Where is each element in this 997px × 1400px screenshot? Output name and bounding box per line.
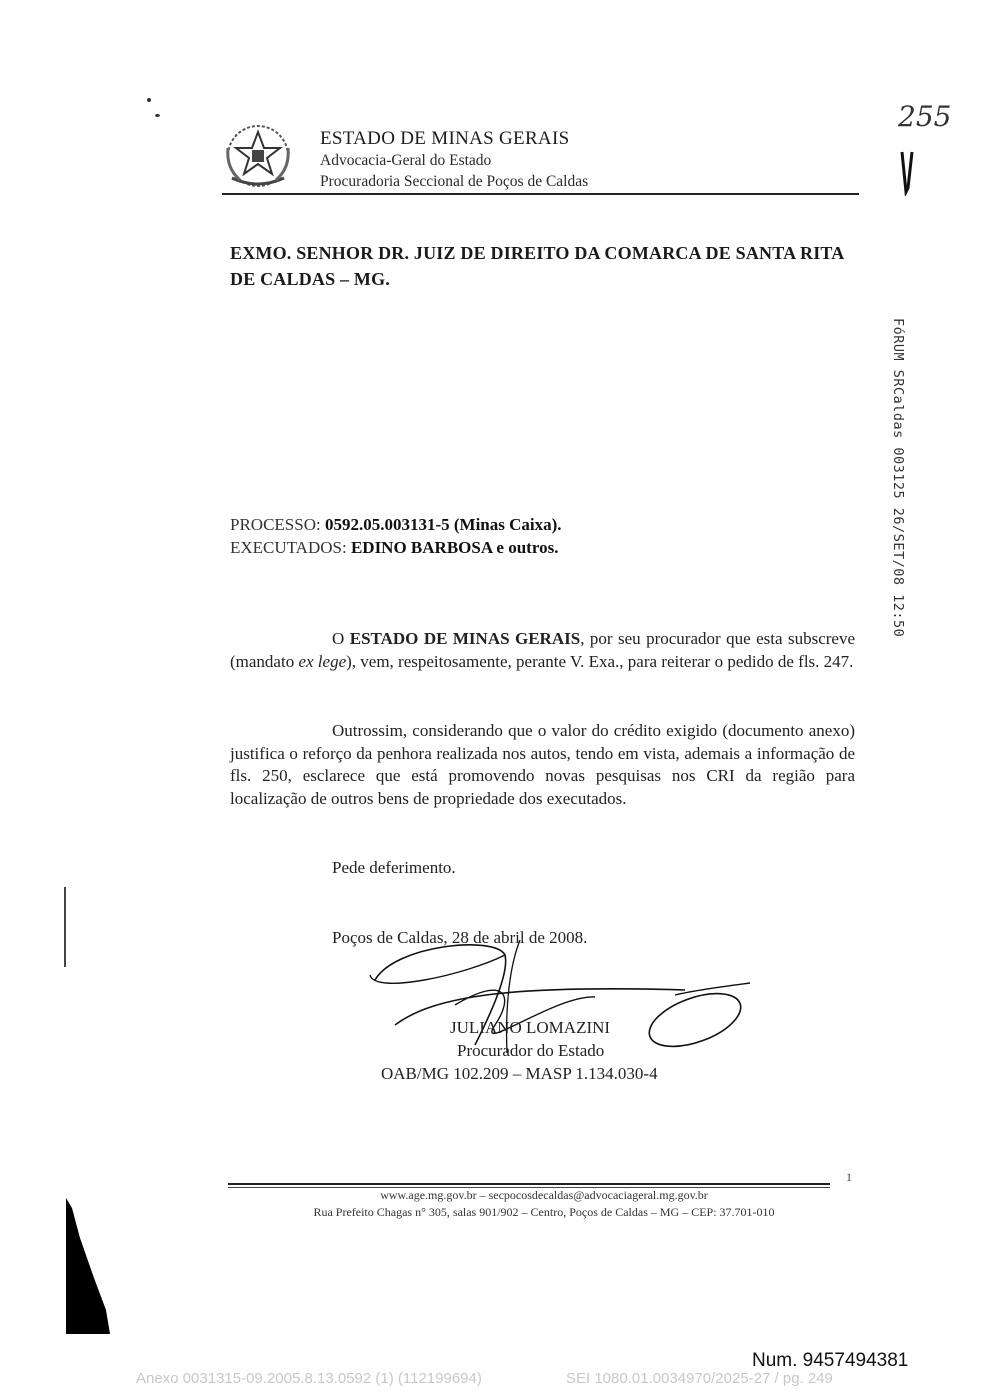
signatory-name: JULIANO LOMAZINI	[450, 1018, 611, 1037]
header-office: Procuradoria Seccional de Poços de Caldas	[320, 173, 589, 190]
handwritten-page-number: 255	[898, 100, 952, 133]
signatory-role: Procurador do Estado	[457, 1041, 605, 1060]
executed-parties: EDINO BARBOSA e outros.	[350, 538, 559, 557]
p2-text: Outrossim, considerando que o valor do crédito exigido (documento anexo) justifica o reforço da penhora realizada nos autos, tendo em vista, ademais a informação de fls. 250, esclarece que está promovendo novas pesquisas nos CRI da região para localização de outros bens de propriedade dos executados.	[230, 721, 855, 808]
signatory-registration: OAB/MG 102.209 – MASP 1.134.030-4	[381, 1064, 658, 1083]
p1-italic: ex lege	[298, 651, 347, 671]
scan-speck	[147, 98, 151, 102]
closing-phrase: Pede deferimento.	[332, 858, 456, 877]
footer-page-number: 1	[846, 1170, 852, 1184]
paragraph-justification	[230, 720, 855, 810]
place-and-date: Poços de Caldas, 28 de abril de 2008.	[332, 928, 588, 947]
p1-lead: O	[332, 629, 350, 648]
filing-stamp: FóRUM SRCaldas 003125 26/SET/08 12:50	[890, 318, 906, 638]
p1-text-b: ), vem, respeitosamente, perante V. Exa., para reiterar o pedido de fls. 247.	[346, 651, 854, 671]
addressee: EXMO. SENHOR DR. JUIZ DE DIREITO DA COMARCA DE SANTA RITA DE CALDAS – MG.	[230, 243, 844, 289]
footer-divider	[228, 1183, 830, 1185]
p1-text-a: , por seu procurador que esta subscreve (mandato	[230, 629, 856, 671]
paragraph-request	[230, 628, 855, 673]
state-coat-of-arms-logo	[222, 118, 294, 190]
annex-reference: Anexo 0031315-09.2005.8.13.0592 (1) (112199694)	[136, 1370, 482, 1387]
process-number: 0592.05.003131-5 (Minas Caixa).	[324, 515, 562, 534]
scan-edge-line	[64, 887, 66, 967]
scan-speck	[155, 114, 160, 117]
process-label: PROCESSO:	[230, 515, 321, 534]
header-agency: Advocacia-Geral do Estado	[320, 152, 492, 169]
header-divider	[222, 193, 859, 195]
document-number: Num. 9457494381	[752, 1350, 909, 1371]
footer-contacts: www.age.mg.gov.br – secpocosdecaldas@advocaciageral.mg.gov.br	[380, 1188, 708, 1202]
executed-label: EXECUTADOS:	[230, 538, 347, 557]
sei-reference: SEI 1080.01.0034970/2025-27 / pg. 249	[566, 1370, 833, 1387]
process-block	[230, 513, 562, 559]
handwritten-mark	[898, 148, 922, 196]
footer-address: Rua Prefeito Chagas n° 305, salas 901/902 – Centro, Poços de Caldas – MG – CEP: 37.701-010	[313, 1205, 775, 1219]
header-state-name: ESTADO DE MINAS GERAIS	[320, 128, 570, 149]
scan-edge-shadow	[66, 1198, 114, 1334]
p1-bold-state: ESTADO DE MINAS GERAIS	[349, 629, 581, 648]
